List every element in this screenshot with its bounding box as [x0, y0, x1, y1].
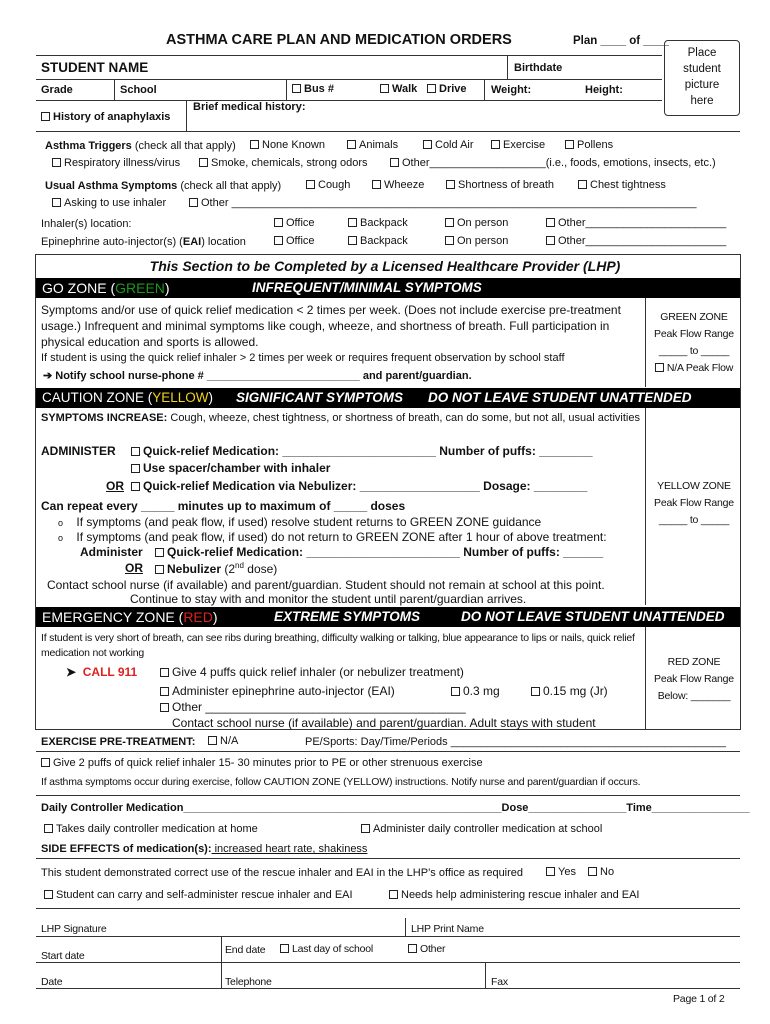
caution-neb2-checkbox[interactable]: [155, 565, 164, 574]
exercise-give-2-puffs[interactable]: [41, 757, 483, 769]
controller-home-checkbox[interactable]: [44, 824, 53, 833]
epi-loc-person-box[interactable]: [445, 236, 454, 245]
controller-school-checkbox[interactable]: [361, 824, 370, 833]
caution-adm2-label: Administer: [80, 545, 143, 559]
drive-checkbox-box[interactable]: [427, 84, 436, 93]
inhaler-loc-backpack-box[interactable]: [348, 218, 357, 227]
walk-checkbox[interactable]: [380, 83, 417, 95]
caution-neb2-label: Nebulizer: [167, 562, 222, 576]
caution-neb-checkbox[interactable]: [131, 482, 140, 491]
caution-qrm2-label: Quick-relief Medication: _______________________ Number of puffs: ______: [167, 545, 604, 559]
side-effects-label: SIDE EFFECTS of medication(s):: [41, 843, 212, 855]
student-name-label: STUDENT NAME: [41, 60, 149, 75]
green-zone-label: GREEN ZONE: [660, 311, 728, 323]
demonstrated-no[interactable]: [588, 866, 614, 878]
date-label: Date: [41, 976, 63, 988]
exercise-give-2-label: Give 2 puffs of quick relief inhaler 15- 30 minutes prior to PE or other strenuous exercise: [53, 757, 483, 769]
call-911-text: CALL 911: [82, 665, 138, 679]
side-effects: [41, 843, 367, 855]
emergency-opt-inhaler-box[interactable]: [160, 668, 169, 677]
trigger-cold-air-box[interactable]: [423, 140, 432, 149]
emergency-dose-adult-box[interactable]: [451, 687, 460, 696]
exercise-note: If asthma symptoms occur during exercise, follow CAUTION ZONE (YELLOW) instructions. Notify nurse and parent/guardian if occurs.: [41, 776, 641, 788]
anaphylaxis-checkbox[interactable]: [41, 111, 170, 123]
green-na-checkbox[interactable]: [655, 363, 664, 372]
symptom-shortness[interactable]: [446, 179, 554, 191]
caution-contact-1: Contact school nurse (if available) and parent/guardian. Student should not remain at school at this point.: [47, 578, 605, 592]
inhaler-loc-office[interactable]: [274, 217, 315, 229]
grade-label: Grade: [41, 84, 73, 96]
symptom-other-label: Other ____________________________________________________________________________: [201, 197, 697, 209]
trigger-none-known[interactable]: [250, 139, 325, 151]
end-last-day-label: Last day of school: [292, 943, 374, 955]
end-other-option[interactable]: [408, 943, 445, 955]
inhaler-loc-backpack[interactable]: [348, 217, 408, 229]
emergency-opt-eai-label: Administer epinephrine auto-injector (EAI): [172, 684, 395, 698]
trigger-pollens-label: Pollens: [577, 139, 614, 151]
trigger-smoke-box[interactable]: [199, 158, 208, 167]
emergency-dose-adult-label: 0.3 mg: [463, 684, 500, 698]
trigger-respiratory-box[interactable]: [52, 158, 61, 167]
end-date-label: End date: [225, 944, 266, 956]
epi-loc-other-label: Other_______________________: [558, 235, 727, 247]
exercise-na-option[interactable]: [208, 735, 238, 747]
caution-administer-2: [80, 545, 143, 559]
end-last-day-checkbox[interactable]: [280, 944, 289, 953]
go-zone-title: [42, 280, 170, 296]
caution-administer-label: ADMINISTER: [41, 444, 116, 458]
inhaler-location-label: Inhaler(s) location:: [41, 218, 132, 230]
go-band-a: GO ZONE (: [42, 280, 116, 296]
bus-label: Bus #: [304, 83, 334, 95]
epi-loc-office-box[interactable]: [274, 236, 283, 245]
caution-inc-label: SYMPTOMS INCREASE:: [41, 412, 168, 424]
emergency-dose-jr[interactable]: [531, 684, 608, 698]
trigger-none-known-box[interactable]: [250, 140, 259, 149]
photo-line-1: Place: [687, 47, 717, 59]
yellow-zone-label: YELLOW ZONE: [657, 480, 731, 492]
caution-qrm2-option[interactable]: [155, 545, 603, 559]
emergency-opt-inhaler[interactable]: [160, 665, 464, 679]
start-date-label: Start date: [41, 950, 85, 962]
go-zone-frequent-use: If student is using the quick relief inhaler > 2 times per week or requires frequent observation by school staff: [41, 352, 565, 364]
lhp-banner: This Section to be Completed by a Licensed Healthcare Provider (LHP): [149, 258, 621, 274]
caution-contact-2: Continue to stay with and monitor the student until parent/guardian arrives.: [130, 592, 527, 606]
symptom-wheeze[interactable]: [372, 179, 424, 191]
epi-loc-person[interactable]: [445, 235, 508, 247]
go-zone-band: [36, 278, 740, 298]
end-last-day-option[interactable]: [280, 943, 373, 955]
caution-neb2-b: (2: [221, 562, 236, 576]
inhaler-loc-backpack-label: Backpack: [360, 217, 408, 229]
trigger-exercise-label: Exercise: [503, 139, 546, 151]
symptom-shortness-label: Shortness of breath: [458, 179, 555, 191]
go-zone-subtitle: INFREQUENT/MINIMAL SYMPTOMS: [252, 280, 482, 295]
yellow-peak-flow-range[interactable]: _____ to _____: [658, 514, 730, 526]
carry-self-administer-box[interactable]: [44, 890, 53, 899]
triggers-row-1: [45, 140, 236, 152]
walk-label: Walk: [392, 83, 418, 95]
caution-or2-label: OR: [125, 561, 143, 575]
trigger-cold-air[interactable]: [423, 139, 474, 151]
caution-band-b: ): [208, 390, 214, 405]
lhp-print-name-label: LHP Print Name: [411, 923, 484, 935]
demonstrated-yes-box[interactable]: [546, 867, 555, 876]
caution-band-color: YELLOW: [152, 390, 209, 405]
bus-checkbox-box[interactable]: [292, 84, 301, 93]
photo-line-3: picture: [684, 79, 720, 91]
caution-bullet-2-text: If symptoms (and peak flow, if used) do not return to GREEN ZONE after 1 hour of above treatment:: [76, 530, 607, 544]
red-zone-peak-flow: [649, 654, 739, 705]
trigger-smoke-label: Smoke, chemicals, strong odors: [211, 157, 368, 169]
exercise-pretreatment-label: EXERCISE PRE-TREATMENT:: [41, 736, 196, 748]
controller-home-option[interactable]: [44, 823, 258, 835]
symptom-wheeze-label: Wheeze: [384, 179, 425, 191]
photo-line-2: student: [683, 63, 721, 75]
epi-loc-office[interactable]: [274, 235, 315, 247]
demonstrated-no-box[interactable]: [588, 867, 597, 876]
symptom-shortness-box[interactable]: [446, 180, 455, 189]
carry-self-administer[interactable]: [44, 889, 353, 901]
emergency-opt-other-box[interactable]: [160, 703, 169, 712]
caution-inc-text: Cough, wheeze, chest tightness, or shortness of breath, can do some, but not all, usual activities: [167, 412, 640, 424]
demonstrated-no-label: No: [600, 866, 615, 878]
green-zone-peak-flow: [649, 309, 739, 377]
needs-help-label: Needs help administering rescue inhaler and EAI: [401, 889, 640, 901]
emergency-opt-other-label: Other _______________________________________: [172, 700, 466, 714]
demonstrated-text: This student demonstrated correct use of the rescue inhaler and EAI in the LHP’s office as required: [41, 867, 524, 879]
exercise-give-2-checkbox[interactable]: [41, 758, 50, 767]
epi-label-a: Epinephrine auto-injector(s) (: [41, 236, 183, 248]
exercise-na-label: N/A: [220, 735, 239, 747]
emergency-dose-jr-label: 0.15 mg (Jr): [543, 684, 608, 698]
trigger-smoke[interactable]: [199, 157, 368, 169]
school-label: School: [120, 84, 157, 96]
caution-qrm-label: Quick-relief Medication: _______________________ Number of puffs: ________: [143, 444, 593, 458]
inhaler-loc-other[interactable]: [546, 217, 726, 229]
inhaler-loc-other-label: Other_______________________: [558, 217, 727, 229]
trigger-respiratory-label: Respiratory illness/virus: [64, 157, 181, 169]
red-peak-flow-label: Peak Flow Range: [654, 673, 734, 685]
inhaler-loc-other-box[interactable]: [546, 218, 555, 227]
symptom-cough-box[interactable]: [306, 180, 315, 189]
green-peak-flow-label: Peak Flow Range: [654, 328, 734, 340]
trigger-pollens[interactable]: [565, 139, 613, 151]
caution-bullet-1: o If symptoms (and peak flow, if used) resolve student returns to GREEN ZONE guidance: [58, 515, 542, 529]
emergency-opt-eai-box[interactable]: [160, 687, 169, 696]
emergency-opt-other[interactable]: [160, 700, 466, 714]
go-band-b: ): [164, 280, 170, 296]
caution-zone-title: [42, 390, 213, 405]
epi-label-b: EAI: [182, 236, 202, 248]
photo-line-4: here: [690, 95, 714, 107]
go-zone-description: Symptoms and/or use of quick relief medication < 2 times per week. (Does not include exercise pre-treatment usage.) Infrequent and minimal symptoms like cough, wheeze, and shortness of breath. Full participation in physical education and sports is allowed.: [41, 303, 621, 349]
page-number: Page 1 of 2: [673, 993, 725, 1005]
exercise-pe-sports: PE/Sports: Day/Time/Periods _____________________________________________: [305, 736, 726, 748]
photo-placeholder-text: [665, 41, 739, 109]
caution-neb2-option[interactable]: [155, 561, 277, 576]
emergency-opt-inhaler-label: Give 4 puffs quick relief inhaler (or nebulizer treatment): [172, 665, 464, 679]
caution-bullet-2: o If symptoms (and peak flow, if used) do not return to GREEN ZONE after 1 hour of above treatment:: [58, 530, 607, 544]
symptom-other[interactable]: [189, 197, 697, 209]
epi-loc-office-label: Office: [286, 235, 315, 247]
trigger-exercise-box[interactable]: [491, 140, 500, 149]
drive-checkbox[interactable]: [427, 83, 467, 95]
yellow-peak-flow-label: Peak Flow Range: [654, 497, 734, 509]
caution-spacer-label: Use spacer/chamber with inhaler: [143, 461, 331, 475]
emergency-dose-jr-box[interactable]: [531, 687, 540, 696]
bus-checkbox[interactable]: [292, 83, 334, 95]
symptom-cough[interactable]: [306, 179, 350, 191]
triggers-hint: (check all that apply): [134, 140, 236, 152]
inhaler-loc-person-box[interactable]: [445, 218, 454, 227]
caution-qrm2-checkbox[interactable]: [155, 548, 164, 557]
symptom-cough-label: Cough: [318, 179, 351, 191]
red-zone-label: RED ZONE: [667, 656, 721, 668]
demonstrated-yes-label: Yes: [558, 866, 576, 878]
drive-label: Drive: [439, 83, 467, 95]
trigger-respiratory[interactable]: [52, 157, 180, 169]
epi-loc-backpack-box[interactable]: [348, 236, 357, 245]
emergency-description: If student is very short of breath, can see ribs during breathing, difficulty walking or talking, blue appearance to lips or nails, quick relief medication not working: [41, 632, 635, 659]
caution-spacer-option[interactable]: [131, 461, 330, 475]
caution-spacer-checkbox[interactable]: [131, 464, 140, 473]
symptoms-hint: (check all that apply): [180, 180, 282, 192]
symptoms-label: Usual Asthma Symptoms: [45, 180, 178, 192]
green-na-peak-flow[interactable]: [649, 360, 739, 377]
form-title: ASTHMA CARE PLAN AND MEDICATION ORDERS: [166, 32, 512, 48]
go-band-color: GREEN: [115, 280, 165, 296]
inhaler-loc-person-label: On person: [457, 217, 509, 229]
lhp-signature-label: LHP Signature: [41, 923, 107, 935]
caution-zone-subtitle: SIGNIFICANT SYMPTOMS: [236, 390, 404, 405]
symptom-wheeze-box[interactable]: [372, 180, 381, 189]
birthdate-label: Birthdate: [514, 62, 563, 74]
epi-location-label: [41, 236, 246, 248]
trigger-other[interactable]: [390, 157, 716, 169]
emergency-zone-band: [36, 607, 740, 627]
exercise-na-checkbox[interactable]: [208, 736, 217, 745]
trigger-pollens-box[interactable]: [565, 140, 574, 149]
emergency-band-a: EMERGENCY ZONE (: [42, 609, 184, 625]
walk-checkbox-box[interactable]: [380, 84, 389, 93]
caution-zone-warning: DO NOT LEAVE STUDENT UNATTENDED: [428, 390, 692, 405]
anaphylaxis-label: History of anaphylaxis: [53, 111, 171, 123]
go-zone-notify: ➔ Notify school nurse-phone # _________________________ and parent/guardian.: [43, 370, 472, 382]
yellow-zone-peak-flow: [649, 478, 739, 529]
trigger-cold-air-label: Cold Air: [435, 139, 474, 151]
controller-school-label: Administer daily controller medication at school: [373, 823, 603, 835]
emergency-zone-subtitle: EXTREME SYMPTOMS: [274, 609, 421, 624]
plan-number-field[interactable]: Plan ____ of ____: [573, 35, 669, 47]
student-photo-box[interactable]: [664, 40, 740, 116]
call-911: ➤ CALL 911: [66, 665, 138, 679]
trigger-animals-box[interactable]: [347, 140, 356, 149]
trigger-animals[interactable]: [347, 139, 398, 151]
inhaler-loc-office-box[interactable]: [274, 218, 283, 227]
telephone-label: Telephone: [225, 976, 272, 988]
emergency-dose-adult[interactable]: [451, 684, 500, 698]
caution-or-label: OR: [106, 479, 124, 493]
green-na-label: N/A Peak Flow: [666, 362, 734, 374]
symptom-chest-label: Chest tightness: [590, 179, 666, 191]
symptoms-row-1: [45, 180, 281, 192]
inhaler-loc-office-label: Office: [286, 217, 315, 229]
epi-label-c: ) location: [201, 236, 246, 248]
caution-neb-option[interactable]: [131, 479, 587, 493]
caution-neb2-c: dose): [243, 562, 278, 576]
caution-repeat: Can repeat every _____ minutes up to maximum of _____ doses: [41, 499, 406, 513]
triggers-label: Asthma Triggers: [45, 140, 132, 152]
end-other-label: Other: [420, 943, 446, 955]
red-peak-flow-below[interactable]: Below: _______: [657, 690, 731, 702]
height-label: Height:: [585, 84, 623, 96]
weight-label: Weight:: [491, 84, 532, 96]
exercise-label-text: EXERCISE PRE-TREATMENT: [41, 736, 192, 748]
inhaler-loc-person[interactable]: [445, 217, 508, 229]
caution-band-a: CAUTION ZONE (: [42, 390, 153, 405]
emergency-contact: Contact school nurse (if available) and parent/guardian. Adult stays with student: [172, 716, 596, 730]
emergency-band-color: RED: [183, 609, 213, 625]
needs-help-administering[interactable]: [389, 889, 639, 901]
controller-home-label: Takes daily controller medication at home: [56, 823, 258, 835]
caution-neb2-sup: nd: [235, 561, 244, 570]
emergency-band-b: ): [212, 609, 218, 625]
daily-controller-label: Daily Controller Medication____________________________________________________Dose________________Time________________: [41, 802, 750, 814]
caution-neb-label: Quick-relief Medication via Nebulizer: __________________ Dosage: ________: [143, 479, 588, 493]
epi-loc-backpack-label: Backpack: [360, 235, 408, 247]
fax-label: Fax: [491, 976, 508, 988]
emergency-zone-title: [42, 609, 218, 625]
end-other-checkbox[interactable]: [408, 944, 417, 953]
epi-loc-backpack[interactable]: [348, 235, 408, 247]
controller-school-option[interactable]: [361, 823, 602, 835]
symptom-asking-inhaler-box[interactable]: [52, 198, 61, 207]
side-effects-text: increased heart rate, shakiness: [211, 843, 368, 855]
trigger-none-known-label: None Known: [262, 139, 325, 151]
caution-qrm-option[interactable]: [131, 444, 593, 458]
symptom-other-box[interactable]: [189, 198, 198, 207]
emergency-opt-eai[interactable]: [160, 684, 395, 698]
symptom-asking-inhaler[interactable]: [52, 197, 166, 209]
epi-loc-person-label: On person: [457, 235, 509, 247]
trigger-other-label: Other___________________(i.e., foods, emotions, insects, etc.): [402, 157, 716, 169]
epi-loc-other-box[interactable]: [546, 236, 555, 245]
green-peak-flow-range[interactable]: _____ to _____: [658, 345, 730, 357]
caution-zone-band: [36, 388, 740, 408]
trigger-animals-label: Animals: [359, 139, 399, 151]
demonstrated-yes[interactable]: [546, 866, 576, 878]
brief-history-label: Brief medical history:: [193, 101, 306, 113]
emergency-zone-warning: DO NOT LEAVE STUDENT UNATTENDED: [461, 609, 725, 624]
trigger-exercise[interactable]: [491, 139, 545, 151]
symptom-chest-box[interactable]: [578, 180, 587, 189]
needs-help-box[interactable]: [389, 890, 398, 899]
caution-qrm-checkbox[interactable]: [131, 447, 140, 456]
anaphylaxis-checkbox-box[interactable]: [41, 112, 50, 121]
symptom-asking-inhaler-label: Asking to use inhaler: [64, 197, 167, 209]
caution-bullet-1-text: If symptoms (and peak flow, if used) resolve student returns to GREEN ZONE guidance: [76, 515, 542, 529]
epi-loc-other[interactable]: [546, 235, 726, 247]
trigger-other-box[interactable]: [390, 158, 399, 167]
carry-self-administer-label: Student can carry and self-administer rescue inhaler and EAI: [56, 889, 353, 901]
symptom-chest[interactable]: [578, 179, 666, 191]
caution-symptoms-increase: [41, 411, 641, 425]
